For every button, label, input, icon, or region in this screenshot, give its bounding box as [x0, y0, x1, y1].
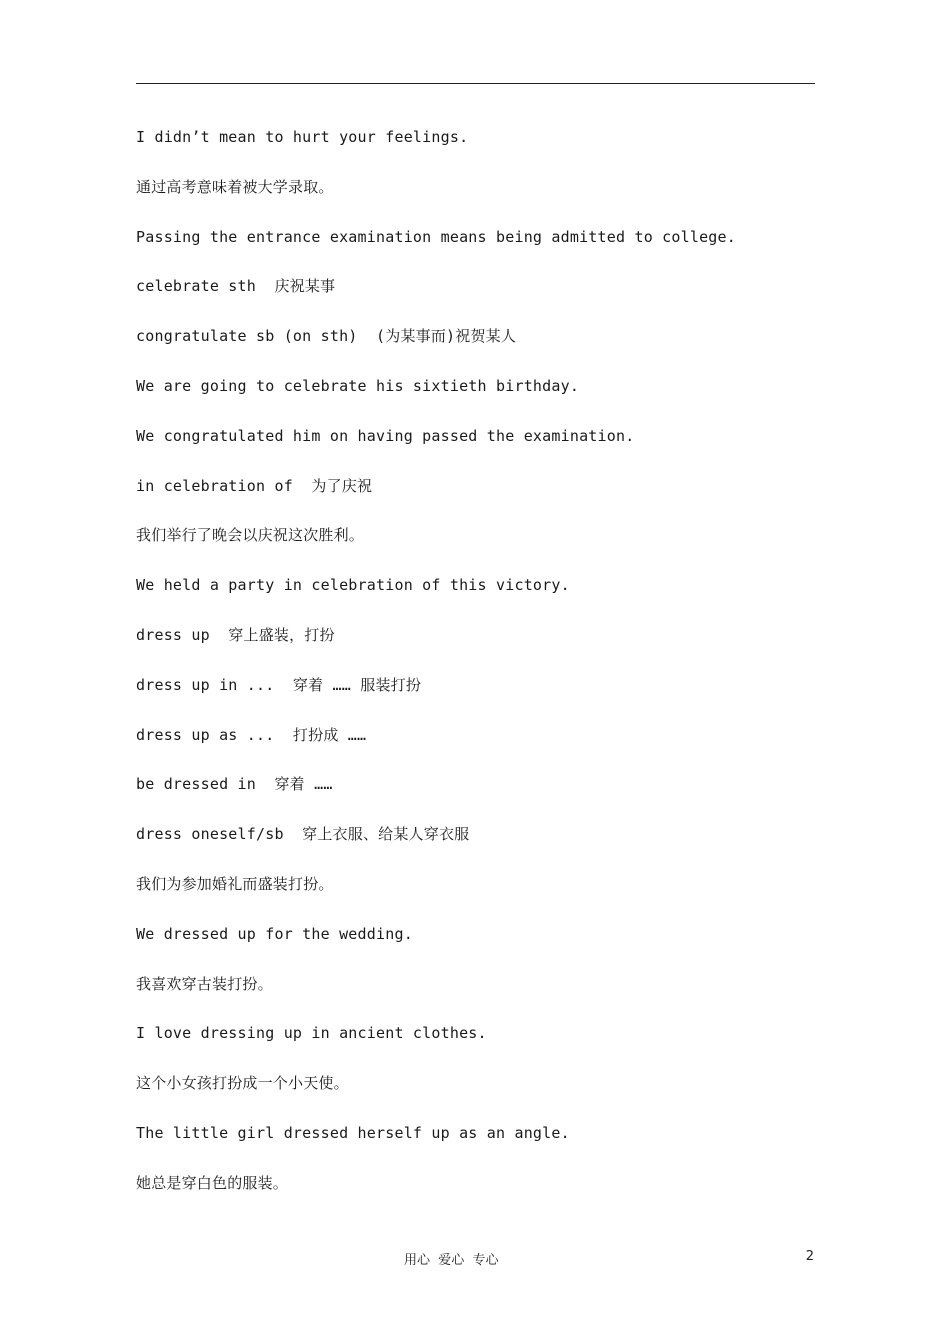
text-line: celebrate sth 庆祝某事: [136, 277, 336, 296]
text-line: 她总是穿白色的服装。: [136, 1173, 289, 1192]
text-line: in celebration of 为了庆祝: [136, 476, 373, 495]
text-line: 我们为参加婚礼而盛装打扮。: [136, 874, 334, 893]
text-line: dress up 穿上盛装，打扮: [136, 625, 335, 644]
text-line: We dressed up for the wedding.: [136, 924, 413, 943]
text-line: I love dressing up in ancient clothes.: [136, 1024, 487, 1043]
text-line: We held a party in celebration of this victory.: [136, 576, 570, 595]
text-line: 我们举行了晚会以庆祝这次胜利。: [136, 526, 365, 545]
text-line: 这个小女孩打扮成一个小天使。: [136, 1074, 349, 1093]
footer-motto: 用心 爱心 专心: [404, 1253, 499, 1268]
text-line: The little girl dressed herself up as an angle.: [136, 1123, 570, 1142]
text-line: be dressed in 穿着 ……: [136, 775, 333, 794]
page-footer: [0, 1249, 950, 1269]
text-line: 通过高考意味着被大学录取。: [136, 177, 334, 196]
header-rule: [136, 83, 815, 84]
document-body: [136, 124, 816, 1220]
text-line: 我喜欢穿古装打扮。: [136, 974, 273, 993]
text-line: I didn’t mean to hurt your feelings.: [136, 128, 469, 146]
page-number: 2: [805, 1249, 814, 1264]
text-line: dress up in ... 穿着 …… 服装打扮: [136, 675, 422, 694]
text-line: Passing the entrance examination means being admitted to college.: [136, 227, 736, 246]
text-line: dress up as ... 打扮成 ……: [136, 725, 367, 744]
text-line: We are going to celebrate his sixtieth birthday.: [136, 376, 580, 395]
text-line: dress oneself/sb 穿上衣服、给某人穿衣服: [136, 825, 470, 844]
text-line: congratulate sb (on sth) (为某事而)祝贺某人: [136, 327, 517, 346]
text-line: We congratulated him on having passed the examination.: [136, 426, 635, 445]
